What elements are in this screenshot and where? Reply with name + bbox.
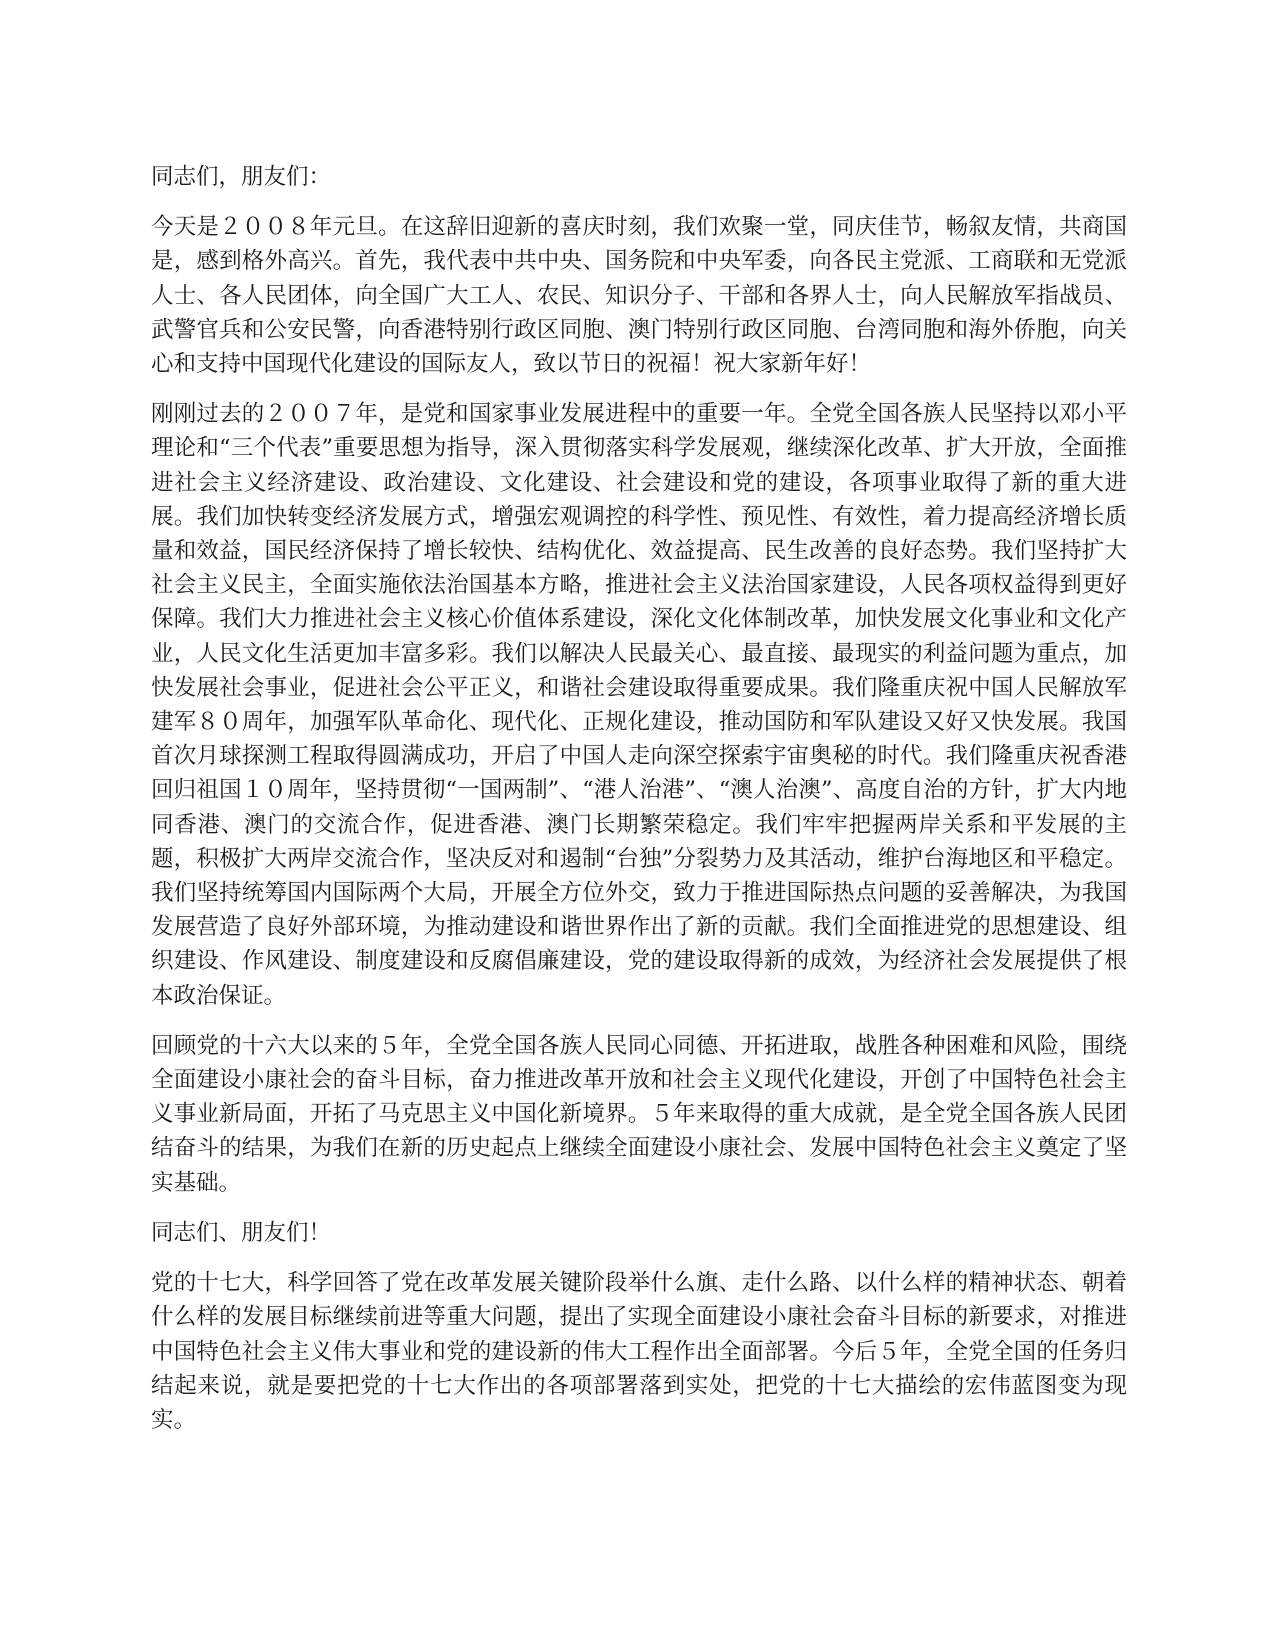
five-year-review-paragraph: 回顾党的十六大以来的５年，全党全国各族人民同心同德、开拓进取，战胜各种困难和风险，围绕全面建设小康社会的奋斗目标，奋力推进改革开放和社会主义现代化建设，开创了中国特色社会主义事业新局面，开拓了马克思主义中国化新境界。５年来取得的重大成就，是全党全国各族人民团结奋斗的结果，为我们在新的历史起点上继续全面建设小康社会、发展中国特色社会主义奠定了坚实基础。 — [151, 1032, 1127, 1196]
review-2007-paragraph: 刚刚过去的２００７年，是党和国家事业发展进程中的重要一年。全党全国各族人民坚持以邓小平理论和“三个代表”重要思想为指导，深入贯彻落实科学发展观，继续深化改革、扩大开放，全面推进社会主义经济建设、政治建设、文化建设、社会建设和党的建设，各项事业取得了新的重大进展。我们加快转变经济发展方式，增强宏观调控的科学性、预见性、有效性，着力提高经济增长质量和效益，国民经济保持了增长较快、结构优化、效益提高、民生改善的良好态势。我们坚持扩大社会主义民主，全面实施依法治国基本方略，推进社会主义法治国家建设，人民各项权益得到更好保障。我们大力推进社会主义核心价值体系建设，深化文化体制改革，加快发展文化事业和文化产业，人民文化生活更加丰富多彩。我们以解决人民最关心、最直接、最现实的利益问题为重点，加快发展社会事业，促进社会公平正义，和谐社会建设取得重要成果。我们隆重庆祝中国人民解放军建军８０周年，加强军队革命化、现代化、正规化建设，推动国防和军队建设又好又快发展。我国首次月球探测工程取得圆满成功，开启了中国人走向深空探索宇宙奥秘的时代。我们隆重庆祝香港回归祖国１０周年，坚持贯彻“一国两制”、“港人治港”、“澳人治澳”、高度自治的方针，扩大内地同香港、澳门的交流合作，促进香港、澳门长期繁荣稳定。我们牢牢把握两岸关系和平发展的主题，积极扩大两岸交流合作，坚决反对和遏制“台独”分裂势力及其活动，维护台海地区和平稳定。我们坚持统筹国内国际两个大局，开展全方位外交，致力于推进国际热点问题的妥善解决，为我国发展营造了良好外部环境，为推动建设和谐世界作出了新的贡献。我们全面推进党的思想建设、组织建设、作风建设、制度建设和反腐倡廉建设，党的建设取得新的成效，为经济社会发展提供了根本政治保证。 — [151, 401, 1127, 1009]
greeting-paragraph: 今天是２００８年元旦。在这辞旧迎新的喜庆时刻，我们欢聚一堂，同庆佳节，畅叙友情，共商国是，感到格外高兴。首先，我代表中共中央、国务院和中央军委，向各民主党派、工商联和无党派人士、各人民团体，向全国广大工人、农民、知识分子、干部和各界人士，向人民解放军指战员、武警官兵和公安民警，向香港特别行政区同胞、澳门特别行政区同胞、台湾同胞和海外侨胞，向关心和支持中国现代化建设的国际友人，致以节日的祝福！祝大家新年好！ — [151, 214, 1127, 378]
second-salutation-paragraph: 同志们、朋友们！ — [151, 1219, 332, 1246]
document-body — [151, 160, 1127, 1453]
salutation-paragraph: 同志们，朋友们： — [151, 164, 332, 190]
seventeenth-congress-paragraph: 党的十七大，科学回答了党在改革发展关键阶段举什么旗、走什么路、以什么样的精神状态、朝着什么样的发展目标继续前进等重大问题，提出了实现全面建设小康社会奋斗目标的新要求，对推进中国特色社会主义伟大事业和党的建设新的伟大工程作出全面部署。今后５年，全党全国的任务归结起来说，就是要把党的十七大作出的各项部署落到实处，把党的十七大描绘的宏伟蓝图变为现实。 — [151, 1270, 1127, 1433]
